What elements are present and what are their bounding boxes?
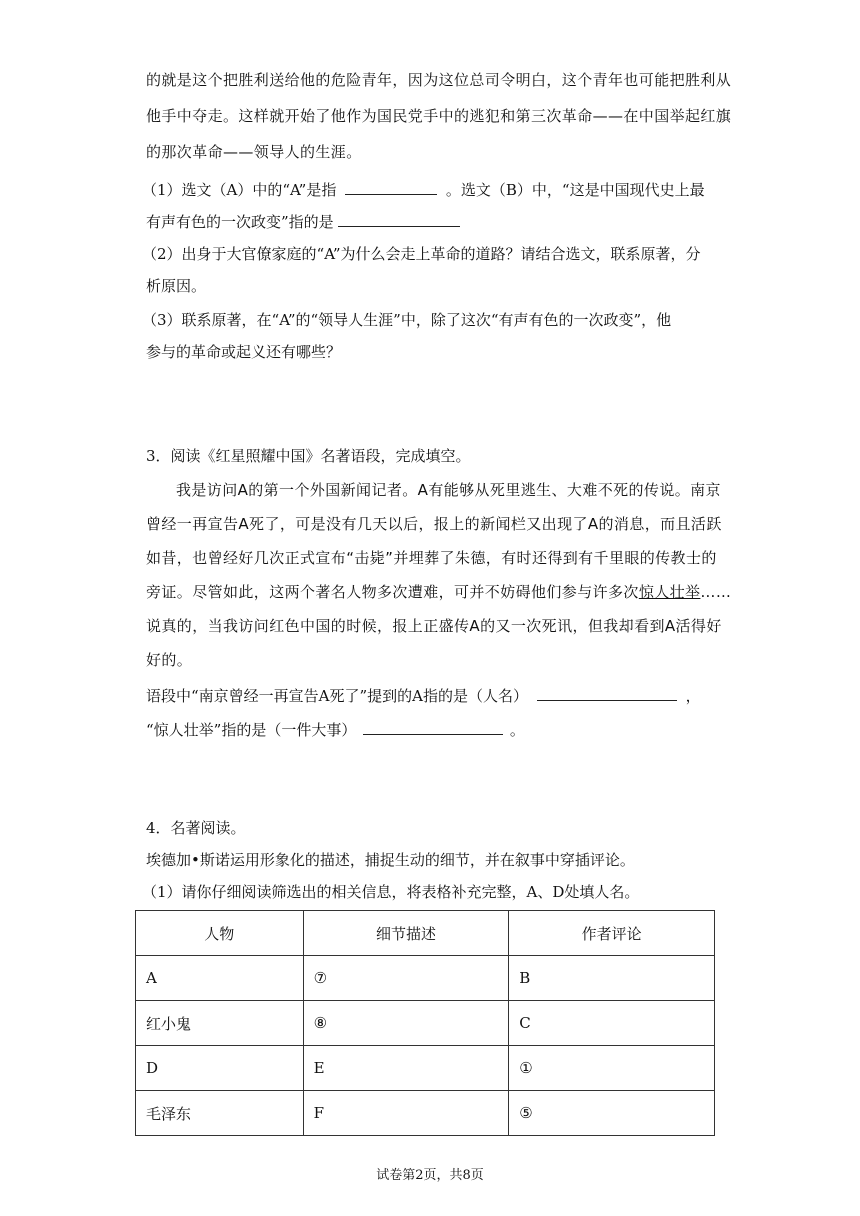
q3-blank-event[interactable] — [363, 718, 503, 735]
cell-comment: C — [509, 1001, 715, 1046]
q2-part1-text-a: （1）选文（A）中的“A”是指 — [142, 181, 337, 199]
q3-question-line-1 — [146, 684, 701, 706]
cell-person: D — [136, 1046, 304, 1091]
cell-detail: E — [303, 1046, 509, 1091]
table-header-row — [136, 911, 715, 956]
q4-title: 4．名著阅读。 — [146, 819, 246, 837]
table-row — [136, 1091, 715, 1136]
q2-part2-line2: 析原因。 — [146, 277, 207, 295]
cell-comment: ⑤ — [509, 1091, 715, 1136]
cell-person: 红小鬼 — [136, 1001, 304, 1046]
q2-part1-text-b: 。选文（B）中，“这是中国现代史上最 — [445, 181, 705, 199]
q3-question-text-a: 语段中“南京曾经一再宣告A死了”提到的A指的是（人名） — [146, 687, 529, 705]
q4-table — [135, 910, 715, 1136]
q4-intro: 埃德加•斯诺运用形象化的描述，捕捉生动的细节，并在叙事中穿插评论。 — [146, 851, 635, 869]
q2-part1-line1 — [142, 178, 705, 200]
q3-question-text-c: “惊人壮举”指的是（一件大事） — [146, 721, 357, 739]
q2-part3-line1: （3）联系原著，在“A”的“领导人生涯”中，除了这次“有声有色的一次政变”，他 — [142, 311, 672, 329]
cell-detail: ⑦ — [303, 956, 509, 1001]
q3-passage-line-1: 我是访问A的第一个外国新闻记者。A有能够从死里逃生、大难不死的传说。南京 — [176, 481, 721, 499]
cell-comment: ① — [509, 1046, 715, 1091]
header-comment: 作者评论 — [509, 911, 715, 956]
q2-part1-blank-b[interactable] — [338, 210, 460, 227]
q3-passage-line-6: 好的。 — [146, 651, 193, 669]
header-person: 人物 — [136, 911, 304, 956]
q3-ellipsis: …… — [700, 583, 732, 601]
passage-line-1: 的就是这个把胜利送给他的危险青年，因为这位总司令明白，这个青年也可能把胜利从 — [146, 71, 732, 89]
q3-title: 3．阅读《红星照耀中国》名著语段，完成填空。 — [146, 447, 471, 465]
page-footer: 试卷第2页，共8页 — [376, 1168, 484, 1183]
q3-passage-line-3: 如昔，也曾经好几次正式宣布“击毙”并埋葬了朱德，有时还得到有千里眼的传教士的 — [146, 549, 717, 567]
q3-passage-line-4-text: 旁证。尽管如此，这两个著名人物多次遭难，可并不妨碍他们参与许多次 — [146, 583, 639, 601]
q2-part1-line2 — [146, 210, 460, 232]
passage-line-3: 的那次革命——领导人的生涯。 — [146, 143, 362, 161]
table-row — [136, 956, 715, 1001]
q3-underlined-phrase: 惊人壮举 — [638, 583, 701, 601]
table-row — [136, 1001, 715, 1046]
q3-passage-line-4 — [146, 582, 731, 602]
q4-subquestion-1: （1）请你仔细阅读筛选出的相关信息，将表格补充完整，A、D处填人名。 — [142, 883, 640, 901]
q2-part2-line1: （2）出身于大官僚家庭的“A”为什么会走上革命的道路？请结合选文，联系原著，分 — [142, 245, 701, 263]
cell-person: A — [136, 956, 304, 1001]
q2-part3-line2: 参与的革命或起义还有哪些？ — [146, 343, 342, 361]
q3-question-line-2 — [146, 718, 525, 740]
passage-line-2: 他手中夺走。这样就开始了他作为国民党手中的逃犯和第三次革命——在中国举起红旗 — [146, 107, 732, 125]
q3-passage-line-5: 说真的，当我访问红色中国的时候，报上正盛传A的又一次死讯，但我却看到A活得好 — [146, 617, 722, 635]
cell-detail: F — [303, 1091, 509, 1136]
q2-part1-blank-a[interactable] — [345, 178, 437, 195]
q3-blank-person[interactable] — [537, 684, 677, 701]
q3-passage-line-2: 曾经一再宣告A死了，可是没有几天以后，报上的新闻栏又出现了A的消息，而且活跃 — [146, 515, 722, 533]
cell-person: 毛泽东 — [136, 1091, 304, 1136]
q2-part1-text-c: 有声有色的一次政变”指的是 — [146, 213, 334, 231]
q3-question-text-b: ， — [685, 687, 701, 705]
cell-detail: ⑧ — [303, 1001, 509, 1046]
cell-comment: B — [509, 956, 715, 1001]
table-row — [136, 1046, 715, 1091]
q3-question-text-d: 。 — [509, 721, 525, 739]
header-detail: 细节描述 — [303, 911, 509, 956]
